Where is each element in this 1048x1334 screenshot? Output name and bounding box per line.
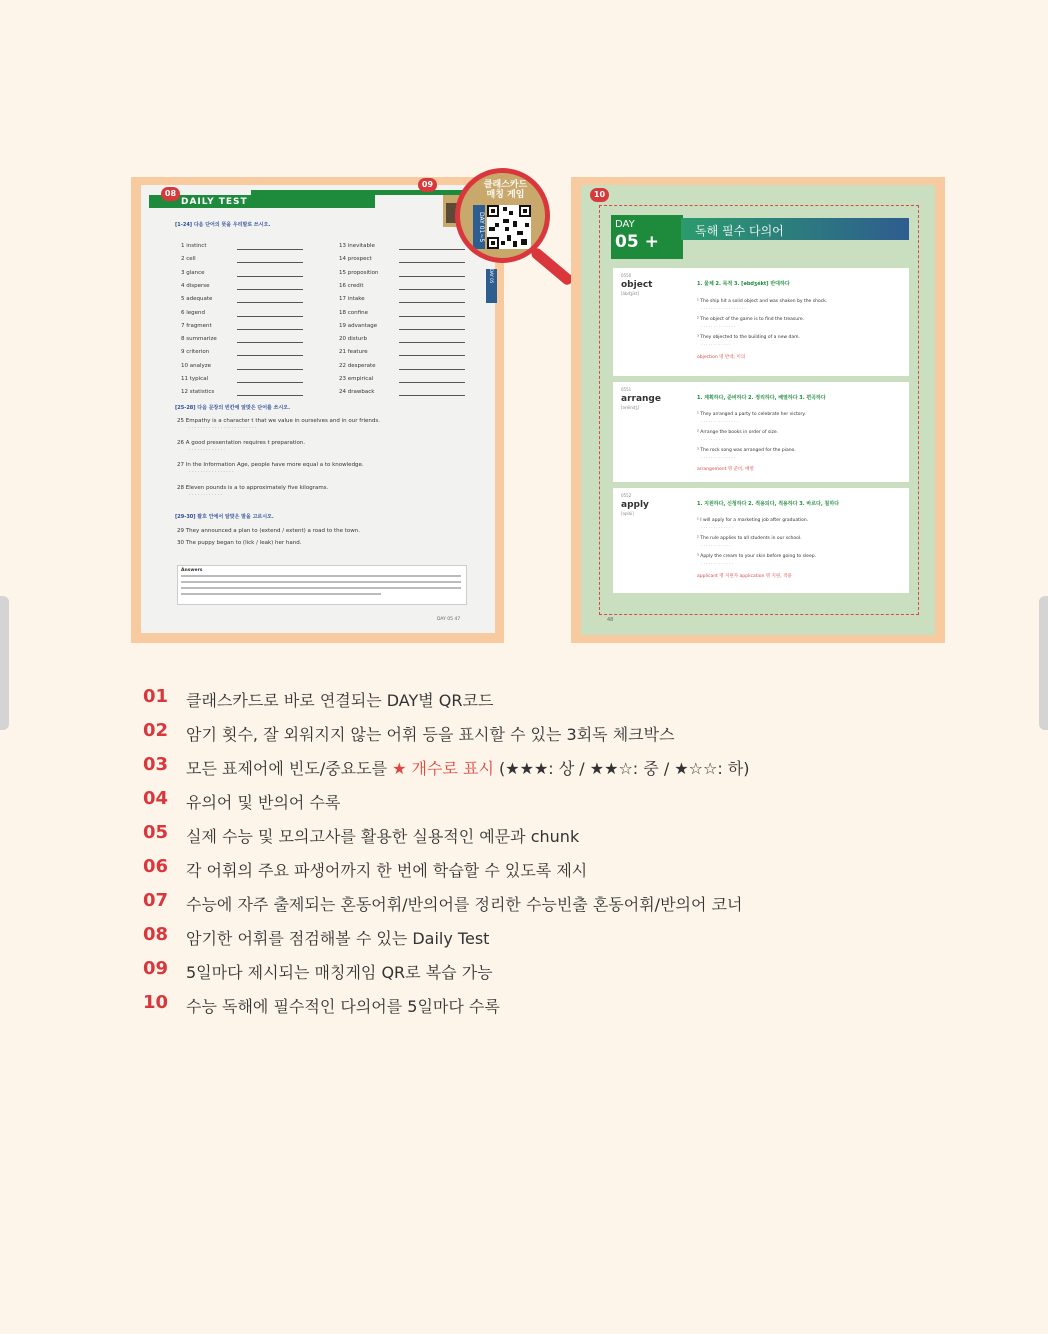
vocab-answer-blank: [399, 249, 465, 250]
answer-text-line: [181, 581, 461, 583]
qr-module: [513, 221, 517, 227]
vocab-answer-blank: [399, 395, 465, 396]
qr-finder-center: [491, 241, 495, 245]
sentence-27-translation: · · · · · · · · · · · · · · · ·: [189, 470, 234, 475]
qr-module: [495, 223, 499, 227]
vocab-item: 24 drawback: [339, 389, 375, 396]
vocab-answer-blank: [237, 395, 303, 396]
vocab-answer-blank: [399, 342, 465, 343]
sentence-28: 28 Eleven pounds is a to approximately five kilograms.: [177, 485, 329, 491]
instruction-2: [25-28] 다음 문장의 빈칸에 알맞은 단어를 쓰시오.: [175, 405, 291, 411]
entry-object: 0550 object [ábdʒikt] 1. 물체 2. 목적 3. [əbdʒékt] 반대하다 ¹ The ship hit a solid object and was shaken by the shock. · · · · · · · · · · · · · · · · · · ² The object of the game is to find the treasure. · · · · · · · · · · · · · · ³ They objected to the building of a new dam. · · · · · · · · · · · · objection 명 반대, 이의: [613, 268, 909, 376]
vocab-item: 7 fragment: [181, 322, 212, 329]
qr-module: [507, 235, 511, 241]
vocab-answer-blank: [237, 316, 303, 317]
qr-finder-center: [491, 209, 495, 213]
vocab-item: 12 statistics: [181, 389, 215, 396]
vocab-answer-blank: [399, 289, 465, 290]
vocab-item: 22 desperate: [339, 362, 376, 369]
day-block: DAY 05 +: [611, 215, 683, 259]
vocab-answer-blank: [399, 329, 465, 330]
magnifier-handle: [529, 246, 574, 287]
vocab-item: 8 summarize: [181, 336, 217, 343]
qr-module: [501, 241, 505, 245]
answer-text-line: [181, 575, 461, 577]
qr-module: [489, 227, 495, 231]
vocab-answer-blank: [399, 369, 465, 370]
right-page-number: 48: [607, 617, 614, 623]
vocab-item: 21 feature: [339, 349, 368, 356]
right-scroll-tab[interactable]: [1039, 596, 1048, 730]
vocab-answer-blank: [237, 276, 303, 277]
daily-test-page-image: [131, 177, 504, 643]
instruction-1: [1-24] 다음 단어의 뜻을 우리말로 쓰시오.: [175, 222, 271, 228]
matching-game-title: 클래스카드 매칭 게임: [483, 180, 528, 200]
vocab-answer-blank: [237, 249, 303, 250]
badge-08: 08: [161, 187, 180, 201]
vocab-answer-blank: [399, 276, 465, 277]
day-side-tab: DAY 05: [486, 269, 497, 303]
vocab-answer-blank: [237, 355, 303, 356]
sentence-26: 26 A good presentation requires t preparation.: [177, 440, 306, 446]
qr-module: [505, 227, 509, 231]
vocab-item: 17 intake: [339, 296, 365, 303]
vocab-item: 2 cell: [181, 256, 196, 263]
vocab-answer-blank: [237, 369, 303, 370]
sentence-27: 27 In the Information Age, people have more equal a to knowledge.: [177, 462, 364, 468]
qr-finder-center: [523, 209, 527, 213]
sentence-26-translation: · · · · · · · · · · · · ·: [189, 448, 225, 453]
left-page-number: DAY 05 47: [437, 617, 461, 622]
vocab-answer-blank: [237, 382, 303, 383]
vocab-item: 20 disturb: [339, 336, 368, 343]
choice-29: 29 They announced a plan to (extend / extent) a road to the town.: [177, 528, 361, 534]
polysemy-header: 독해 필수 다의어: [681, 218, 909, 240]
instruction-3: [29-30] 괄호 안에서 알맞은 말을 고르시오.: [175, 514, 274, 520]
entry-arrange: 0551 arrange [əréindʒ] 1. 계획하다, 준비하다 2. 정리하다, 배열하다 3. 편곡하다 ¹ They arranged a party to celebrate her victory. · · · · · · · · · · · · · · · ² Arrange the books in order of size. · · · · · · · · · · ³ The rock song was arranged for the piano. · · · · · · · · · · · · · · arrangement 명 준비, 배열: [613, 382, 909, 482]
sentence-25-translation: · · · · · · · · · · · · · · · · · · · · · · · ·: [189, 426, 257, 431]
vocab-item: 5 adequate: [181, 296, 213, 303]
qr-module: [503, 207, 507, 211]
vocab-item: 18 confine: [339, 309, 368, 316]
vocab-item: 15 proposition: [339, 269, 379, 276]
sentence-28-translation: · · · · · · · · · · · ·: [189, 493, 222, 498]
answer-box: [177, 565, 467, 605]
magnifier-qr-zoom: [455, 168, 550, 263]
vocab-answer-blank: [399, 262, 465, 263]
qr-module: [513, 241, 517, 247]
daily-test-paper: [141, 185, 495, 633]
badge-10: 10: [590, 188, 609, 202]
vocab-item: 11 typical: [181, 376, 209, 382]
qr-day-tag: DAY 01~5: [473, 205, 485, 249]
qr-module: [509, 211, 513, 215]
answer-text-line: [181, 587, 461, 589]
vocab-item: 3 glance: [181, 269, 205, 276]
entry-apply: 0552 apply [əplái] 1. 지원하다, 신청하다 2. 적용되다, 적용하다 3. 바르다, 칠하다 ¹ I will apply for a marketing job after graduation. · · · · · · · · · · · · · ² The rule applies to all students in our school. · · · · · · · · · · · · ³ Apply the cream to your skin before going to sleep. · · · · · · · · · · · · · applicant 명 지원자 application 명 지원, 적용: [613, 488, 909, 593]
vocab-item: 10 analyze: [181, 362, 212, 369]
vocab-item: 6 legend: [181, 309, 206, 316]
vocab-answer-blank: [237, 342, 303, 343]
badge-09: 09: [418, 178, 437, 192]
vocab-item: 9 criterion: [181, 349, 210, 356]
vocab-item: 23 empirical: [339, 376, 374, 382]
polysemy-paper: [581, 185, 935, 635]
qr-code[interactable]: [487, 205, 531, 249]
vocab-answer-blank: [399, 316, 465, 317]
answer-label: Answers: [181, 568, 203, 573]
vocab-answer-blank: [237, 302, 303, 303]
vocab-item: 14 prospect: [339, 256, 372, 263]
vocab-answer-blank: [399, 355, 465, 356]
vocab-item: 4 disperse: [181, 282, 210, 289]
qr-module: [521, 239, 527, 245]
answer-text-line: [181, 593, 381, 595]
left-scroll-tab[interactable]: [0, 596, 9, 730]
qr-module: [525, 223, 529, 227]
vocab-item: 19 advantage: [339, 322, 378, 329]
vocab-item: 16 credit: [339, 282, 364, 289]
vocab-answer-blank: [237, 262, 303, 263]
vocab-item: 1 instinct: [181, 243, 207, 249]
vocab-item: 13 inevitable: [339, 243, 375, 249]
vocab-answer-blank: [237, 289, 303, 290]
vocab-answer-blank: [237, 329, 303, 330]
polysemy-page-image: [571, 177, 945, 643]
sentence-25: 25 Empathy is a character t that we value in ourselves and in our friends.: [177, 418, 380, 424]
daily-test-title: DAILY TEST: [181, 197, 248, 207]
qr-module: [517, 231, 523, 235]
vocab-answer-blank: [399, 382, 465, 383]
vocab-answer-blank: [399, 302, 465, 303]
qr-module: [503, 219, 509, 223]
choice-30: 30 The puppy began to (lick / leak) her hand.: [177, 540, 302, 546]
